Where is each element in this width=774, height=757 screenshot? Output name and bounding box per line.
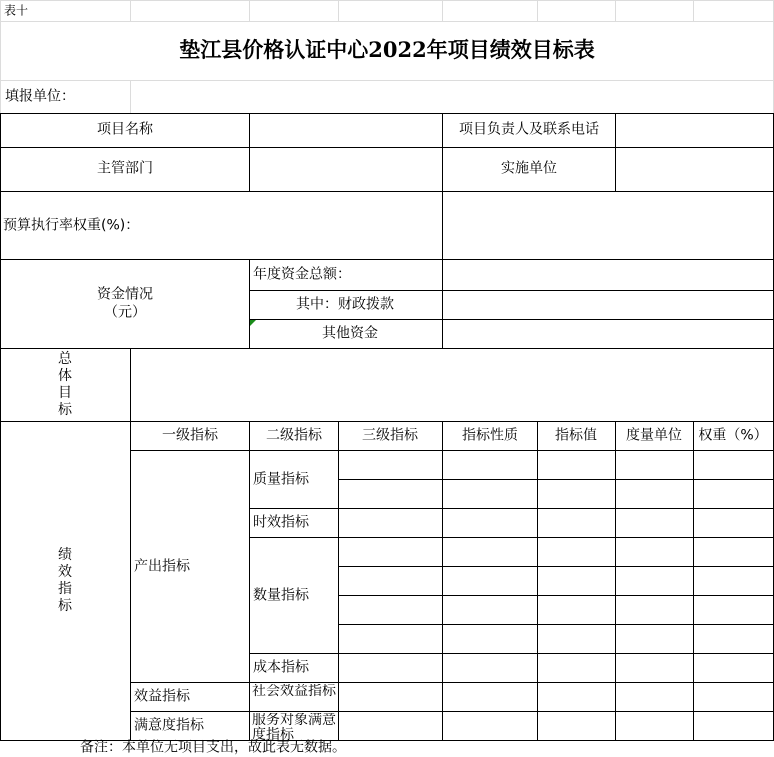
funds-unit-label: （元）: [104, 304, 146, 321]
gridline: [0, 21, 774, 22]
table-border: [0, 191, 774, 192]
dept-label: 主管部门: [97, 160, 153, 177]
table-border: [0, 113, 774, 114]
table-border: [130, 682, 774, 683]
gridline: [0, 80, 774, 81]
gridline: [130, 0, 131, 22]
header-level2: 二级指标: [266, 427, 322, 444]
header-level3: 三级指标: [362, 427, 418, 444]
table-border: [130, 711, 774, 712]
table-border: [0, 147, 774, 148]
header-nature: 指标性质: [462, 427, 518, 444]
annual-total-label: 年度资金总额：: [253, 266, 351, 283]
footer-note: 备注：本单位无项目支出，故此表无数据。: [80, 739, 346, 756]
table-border: [338, 566, 774, 567]
table-border: [338, 595, 774, 596]
level2-service-satisfaction: 服务对象满意度指标: [252, 713, 336, 743]
budget-rate-label: 预算执行率权重(%)：: [3, 217, 140, 234]
impl-unit-label: 实施单位: [501, 160, 557, 177]
leader-contact-label: 项目负责人及联系电话: [459, 121, 599, 138]
table-border: [537, 421, 538, 741]
gridline: [0, 0, 774, 1]
level2-social-benefit: 社会效益指标: [252, 684, 336, 699]
table-border: [249, 259, 250, 349]
table-border: [130, 348, 131, 741]
table-border: [0, 259, 774, 260]
level1-satisfaction: 满意度指标: [134, 717, 204, 734]
filler-label: 填报单位：: [5, 88, 75, 105]
table-border: [442, 421, 443, 741]
level2-quantity: 数量指标: [253, 587, 309, 604]
fiscal-funds-label: 其中：财政拨款: [296, 296, 394, 313]
table-border: [615, 113, 616, 192]
header-weight: 权重（%）: [698, 427, 768, 444]
table-border: [0, 421, 774, 422]
table-border: [338, 624, 774, 625]
table-border: [0, 348, 774, 349]
table-border: [338, 479, 774, 480]
gridline: [693, 0, 694, 22]
gridline: [537, 0, 538, 22]
indicators-section-label: 绩效指标: [58, 547, 72, 614]
gridline: [338, 0, 339, 22]
table-border: [249, 290, 774, 291]
gridline: [615, 0, 616, 22]
header-value: 指标值: [555, 427, 597, 444]
level2-cost: 成本指标: [253, 659, 309, 676]
gridline: [442, 0, 443, 22]
table-border: [338, 421, 339, 741]
page-title: 垫江县价格认证中心2022年项目绩效目标表: [179, 37, 595, 62]
header-level1: 一级指标: [162, 427, 218, 444]
table-number: 表十: [4, 3, 29, 18]
table-border: [249, 653, 774, 654]
overall-goal-label: 总体目标: [58, 351, 72, 418]
project-name-label: 项目名称: [97, 121, 153, 138]
other-funds-label: 其他资金: [322, 325, 378, 342]
cell-comment-marker: [250, 320, 256, 326]
table-border: [249, 421, 250, 741]
gridline: [0, 0, 1, 114]
gridline: [130, 80, 131, 114]
level1-output: 产出指标: [134, 558, 190, 575]
level1-benefit: 效益指标: [134, 688, 190, 705]
table-border: [615, 421, 616, 741]
table-border: [249, 508, 774, 509]
gridline: [249, 0, 250, 22]
table-border: [442, 113, 443, 349]
header-unit: 度量单位: [626, 427, 682, 444]
table-border: [0, 113, 1, 741]
table-border: [249, 113, 250, 192]
level2-timeliness: 时效指标: [253, 514, 309, 531]
table-border: [693, 421, 694, 741]
level2-quality: 质量指标: [253, 471, 309, 488]
table-border: [130, 450, 774, 451]
funds-label: 资金情况: [97, 286, 153, 303]
table-border: [249, 319, 774, 320]
table-border: [249, 537, 774, 538]
